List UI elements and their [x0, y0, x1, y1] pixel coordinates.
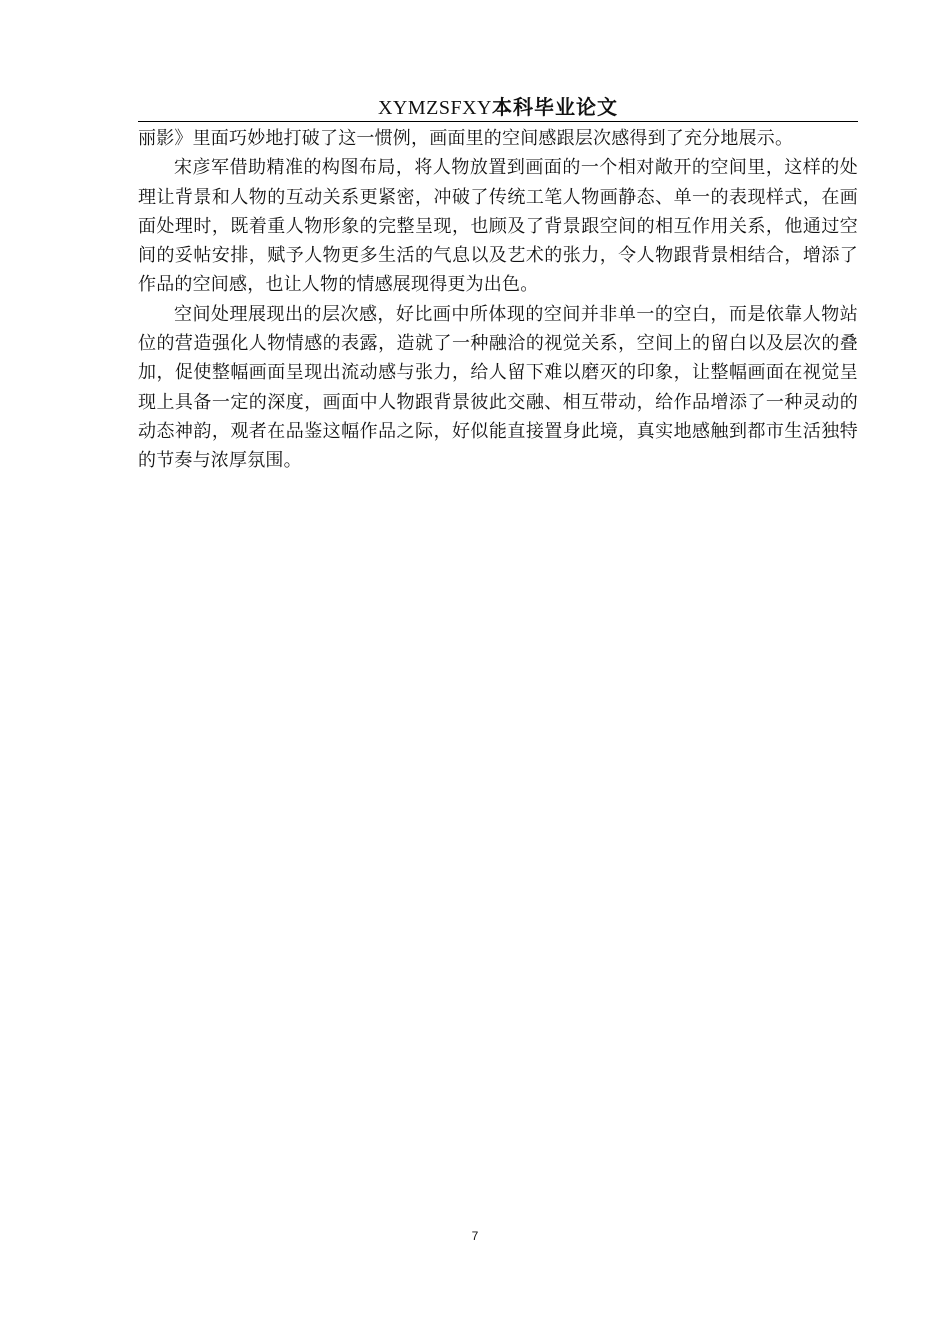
body-text [138, 124, 858, 476]
header-school-code: XYMZSFXY [377, 97, 493, 119]
header-rule [138, 121, 858, 122]
header-title: 本科毕业论文 [492, 95, 619, 119]
page-number: 7 [471, 1229, 479, 1243]
paragraph-continuation: 丽影》里面巧妙地打破了这一惯例，画面里的空间感跟层次感得到了充分地展示。 [138, 128, 794, 149]
paragraph: 空间处理展现出的层次感，好比画中所体现的空间并非单一的空白，而是依靠人物站位的营造强化人物情感的表露，造就了一种融洽的视觉关系，空间上的留白以及层次的叠加，促使整幅画面呈现出流动感与张力，给人留下难以磨灭的印象，让整幅画面在视觉呈现上具备一定的深度，画面中人物跟背景彼此交融、相互带动，给作品增添了一种灵动的动态神韵，观者在品鉴这幅作品之际，好似能直接置身此境，真实地感触到都市生活独特的节奏与浓厚氛围。 [138, 303, 858, 472]
paragraph: 宋彦军借助精准的构图布局，将人物放置到画面的一个相对敞开的空间里，这样的处理让背景和人物的互动关系更紧密，冲破了传统工笔人物画静态、单一的表现样式，在画面处理时，既着重人物形象的完整呈现，也顾及了背景跟空间的相互作用关系，他通过空间的妥帖安排，赋予人物更多生活的气息以及艺术的张力，令人物跟背景相结合，增添了作品的空间感，也让人物的情感展现得更为出色。 [138, 157, 858, 296]
running-header [138, 94, 858, 121]
